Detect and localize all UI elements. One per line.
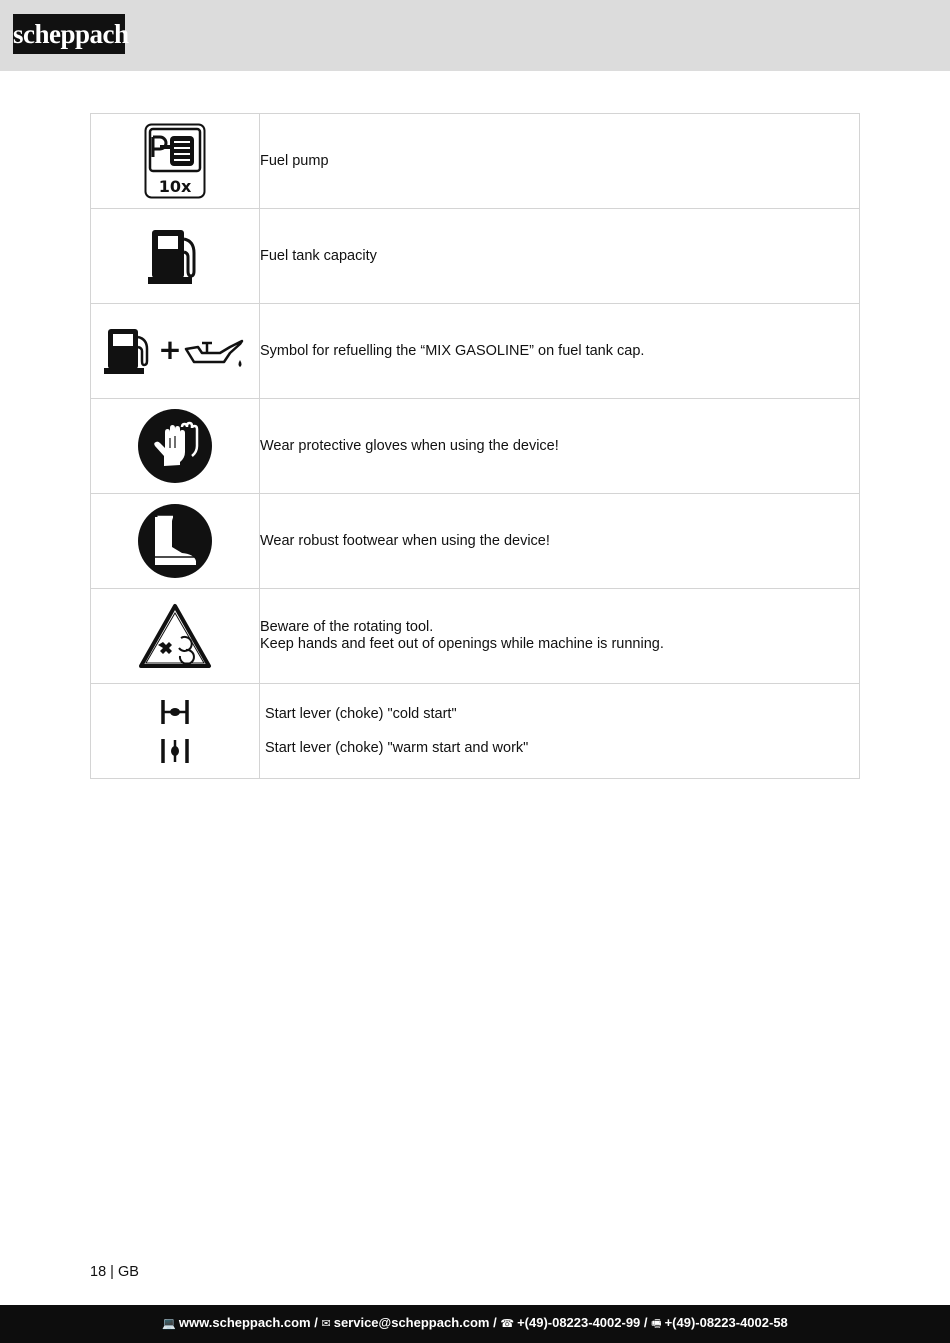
symbol-cell [91,494,260,589]
page-number-divider: | [110,1264,114,1280]
contact-footer [0,1305,950,1343]
computer-icon: 💻 [162,1318,176,1330]
fuel-pump-10x-icon [144,123,206,199]
pump-count-label: 10x [158,177,192,196]
table-row [91,114,860,209]
description-text: Start lever (choke) "cold start" [265,705,457,722]
choke-warm-start-icon [160,738,190,764]
gloves-icon [137,408,213,484]
footer-separator: / [643,1315,648,1330]
description-cell [260,399,860,494]
rotating-tool-warning-icon [138,603,212,669]
scheppach-logo: scheppach [13,14,125,54]
symbol-table [90,113,860,779]
description-text: Keep hands and feet out of openings while machine is running. [260,636,664,652]
footer-separator: / [493,1315,497,1330]
plus-sign: + [158,333,182,366]
fuel-plus-oil-icon [104,327,246,375]
symbol-cell [91,209,260,304]
description-cell [260,684,860,779]
fax-number: +(49)-08223-4002-58 [664,1315,788,1330]
phone-number: +(49)-08223-4002-99 [517,1315,641,1330]
symbol-cell [91,304,260,399]
table-row [91,209,860,304]
description-text: Fuel pump [260,152,329,169]
symbol-cell [91,684,260,779]
table-row [91,304,860,399]
page-language: GB [117,1264,139,1280]
description-text: Beware of the rotating tool. [260,619,434,635]
fax-icon: 🖷 [651,1318,662,1330]
table-row [91,399,860,494]
description-text: Fuel tank capacity [260,247,377,264]
symbol-cell [91,589,260,684]
phone-icon: ☎ [500,1318,515,1330]
table-row [91,684,860,779]
description-cell [260,209,860,304]
symbol-cell [91,399,260,494]
description-text: Symbol for refuelling the “MIX GASOLINE” on fuel tank cap. [260,342,645,359]
description-text: Start lever (choke) "warm start and work" [265,739,529,756]
table-row [91,589,860,684]
fuel-tank-icon [148,227,202,285]
email-link[interactable]: service@scheppach.com [333,1315,490,1330]
description-cell [260,494,860,589]
description-text: Wear protective gloves when using the device! [260,437,559,454]
description-text: Wear robust footwear when using the device! [260,532,550,549]
symbol-cell [91,114,260,209]
page-number [90,1264,139,1280]
choke-cold-start-icon [160,699,190,725]
description-cell [260,114,860,209]
website-link[interactable]: www.scheppach.com [178,1315,311,1330]
email-icon: ✉ [321,1318,331,1330]
boots-icon [137,503,213,579]
footer-separator: / [314,1315,318,1330]
page-header [0,0,950,71]
description-cell [260,304,860,399]
table-row [91,494,860,589]
page-number-value: 18 [90,1264,107,1280]
description-cell [260,589,860,684]
